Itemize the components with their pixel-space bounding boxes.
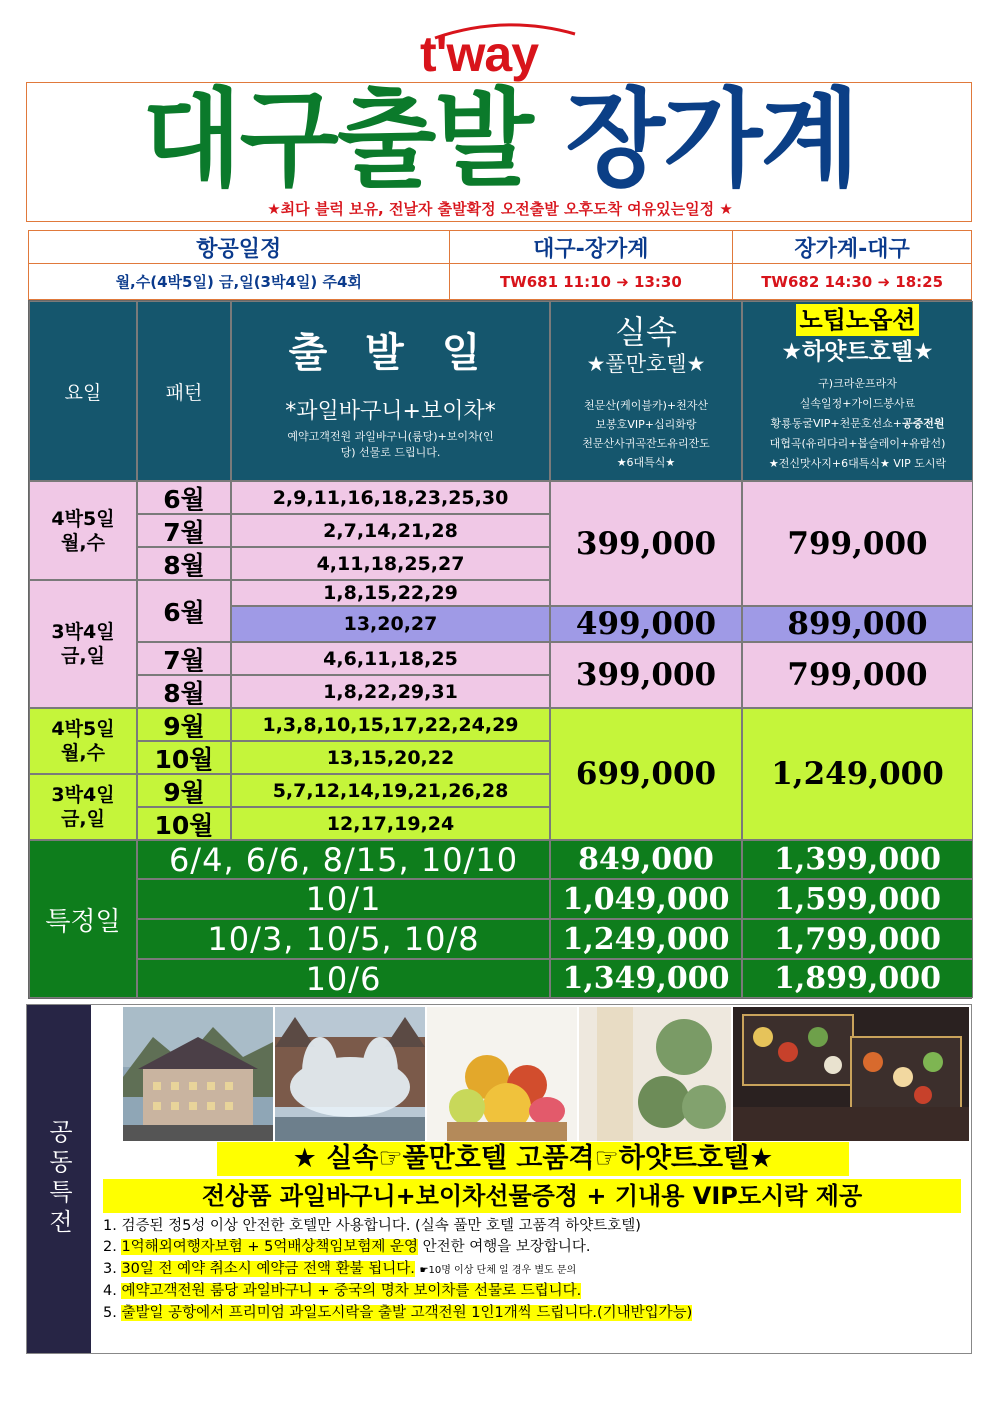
title-box [26,78,972,222]
header-departure [231,301,550,481]
price-silsok: 399,000 [550,481,742,606]
header-day: 요일 [29,301,137,481]
logo-text: t'way [420,26,539,82]
notip-item: ★전신맛사지+6대특식★ VIP 도시락 [768,457,947,470]
header-pattern: 패턴 [137,301,231,481]
month-label: 7월 [137,514,231,547]
month-label: 8월 [137,547,231,580]
flight-schedule-text: 월,수(4박5일) 금,일(3박4일) 주4회 [29,264,450,300]
special-price-silsok: 849,000 [550,840,742,879]
notip-hotel: ★하얏트호텔★ [781,339,934,365]
month-label: 9월 [137,708,231,741]
special-dates: 10/1 [137,879,550,919]
flight-header-in: 장가계-대구 [733,231,972,264]
benefit-item-2: 2. 1억해외여행자보험 + 5억배상책임보험제 운영 안전한 여행을 보장합니다. [103,1239,591,1255]
photo-strip [123,1007,969,1141]
price-notip: 799,000 [742,481,973,606]
special-price-silsok: 1,349,000 [550,959,742,998]
departure-dates: 1,8,15,22,29 [231,580,550,606]
fruit-basket-photo [427,1007,577,1141]
header-notip [742,301,973,481]
special-price-notip: 1,899,000 [742,959,973,998]
departure-dates: 2,7,14,21,28 [231,514,550,547]
special-dates: 10/6 [137,959,550,998]
month-label: 6월 [137,580,231,642]
departure-gift: *과일바구니+보이차* [285,399,496,424]
benefit-item-5: 5. 출발일 공항에서 프리미엄 과일도시락을 출발 고객전원 1인1개씩 드립니다.(기내반입가능) [103,1305,693,1321]
silsok-hotel: ★풀만호텔★ [586,352,706,376]
hotel-photo [123,1007,273,1141]
title-part1: 대구출발 [142,78,532,201]
month-label: 8월 [137,675,231,708]
notip-item: 실속일정+가이드봉사료 [799,397,916,410]
month-label: 6월 [137,481,231,514]
notip-item: 황룡동굴VIP+천문호선쇼+공중전원 [770,417,945,430]
notip-item: 대협곡(유리다리+봅슬레이+유람선) [769,437,946,450]
pattern-34-b: 3박4일 금,일 [29,580,137,708]
special-price-notip: 1,399,000 [742,840,973,879]
departure-dates: 13,20,27 [231,606,550,642]
special-price-silsok: 1,249,000 [550,919,742,959]
flight-schedule-table [28,230,972,300]
silsok-title: 실속 [615,313,677,351]
header-silsok [550,301,742,481]
silsok-item: 천문산(케이블카)+천자산 [583,399,709,412]
benefits-section [26,1004,972,1354]
flight-out-text: TW681 11:10 ➜ 13:30 [449,264,733,300]
pattern-34-d: 3박4일 금,일 [29,774,137,840]
price-table [28,300,972,999]
departure-note: 예약고객전원 과일바구니(룸당)+보이차(인당) 선물로 드립니다. [287,430,494,459]
notip-highlight: 공중전원 [901,417,945,430]
departure-dates: 12,17,19,24 [231,807,550,840]
logo-arc-icon [430,20,580,40]
page-title [41,78,959,201]
pattern-45-a: 4박5일 월,수 [29,481,137,580]
month-label: 10월 [137,807,231,840]
subtitle: ★최다 블럭 보유, 전날자 출발확정 오전출발 오후도착 여유있는일정 ★ [267,200,733,218]
price-notip: 899,000 [742,606,973,642]
title-part2: 장가계 [565,78,858,201]
tway-logo [420,28,580,80]
special-price-notip: 1,599,000 [742,879,973,919]
departure-dates: 13,15,20,22 [231,741,550,774]
flight-in-text: TW682 14:30 ➜ 18:25 [733,264,972,300]
lunchbox-photo [733,1007,969,1141]
notip-label: 노팁노옵션 [796,304,920,336]
pattern-45-c: 4박5일 월,수 [29,708,137,774]
price-silsok: 499,000 [550,606,742,642]
month-label: 9월 [137,774,231,807]
departure-dates: 5,7,12,14,19,21,26,28 [231,774,550,807]
fountain-photo [275,1007,425,1141]
departure-dates: 1,3,8,10,15,17,22,24,29 [231,708,550,741]
departure-dates: 2,9,11,16,18,23,25,30 [231,481,550,514]
flight-header-out: 대구-장가계 [449,231,733,264]
departure-dates: 4,11,18,25,27 [231,547,550,580]
departure-title: 출 발 일 [288,330,493,376]
benefits-headline2: 전상품 과일바구니+보이차선물증정 + 기내용 VIP도시락 제공 [103,1179,961,1213]
special-price-silsok: 1,049,000 [550,879,742,919]
benefit-item-4: 4. 예약고객전원 룸당 과일바구니 + 중국의 명차 보이차를 선물로 드립니다. [103,1283,582,1299]
price-notip: 799,000 [742,642,973,708]
special-price-notip: 1,799,000 [742,919,973,959]
month-label: 10월 [137,741,231,774]
price-silsok: 399,000 [550,642,742,708]
special-dates: 6/4, 6/6, 8/15, 10/10 [137,840,550,879]
special-dates: 10/3, 10/5, 10/8 [137,919,550,959]
month-label: 7월 [137,642,231,675]
flight-header-schedule: 항공일정 [29,231,450,264]
price-silsok: 699,000 [550,708,742,840]
benefits-headline1: ★ 실속☞풀만호텔 고품격☞하얏트호텔★ [217,1142,849,1176]
silsok-item: 보봉호VIP+십리화랑 [595,418,697,431]
special-label: 특정일 [29,840,137,998]
benefit-item-3: 3. 30일 전 예약 취소시 예약금 전액 환불 됩니다. ☛10명 이상 단체 일 경우 별도 문의 [103,1261,577,1277]
puer-tea-photo [579,1007,731,1141]
notip-item: 구)크라운프라자 [818,377,897,390]
departure-dates: 4,6,11,18,25 [231,642,550,675]
benefit-item-1: 1. 검증된 정5성 이상 안전한 호텔만 사용합니다. (실속 풀만 호텔 고품격 하얏트호텔) [103,1218,641,1234]
silsok-item: 천문산사귀곡잔도유리잔도 [582,437,710,450]
silsok-item: ★6대특식★ [616,456,676,469]
price-notip: 1,249,000 [742,708,973,840]
departure-dates: 1,8,22,29,31 [231,675,550,708]
benefits-side-label: 공동특전 [27,1005,91,1353]
